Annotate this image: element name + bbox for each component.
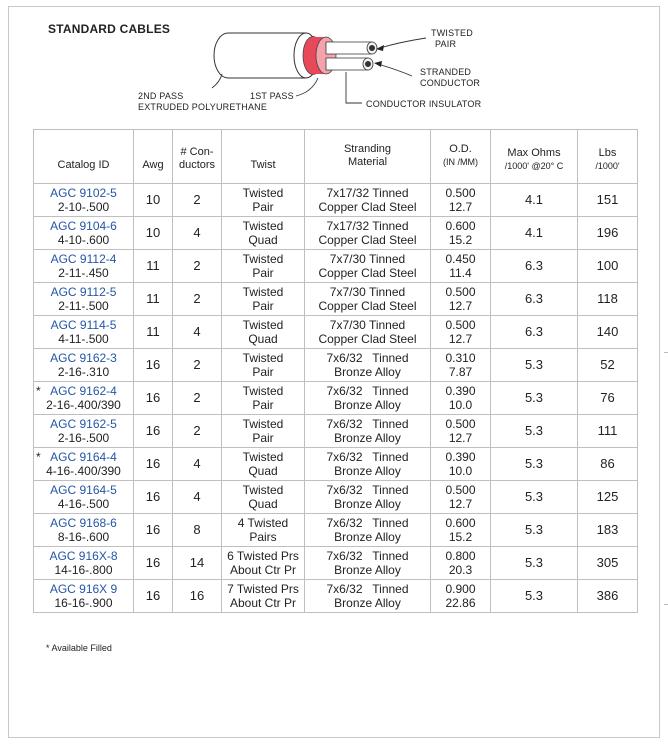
cell-catalog-id: [34, 580, 134, 613]
cell-awg: 10: [134, 184, 173, 217]
cell-od: 0.600 15.2: [431, 217, 491, 250]
cell-lbs: 100: [578, 250, 638, 283]
table-row: [34, 217, 638, 250]
label-extruded: EXTRUDED POLYURETHANE: [138, 102, 268, 112]
footnote: * Available Filled: [46, 643, 112, 653]
cell-stranding: 7x6/32 Tinned Bronze Alloy: [305, 481, 431, 514]
cell-od: 0.500 12.7: [431, 415, 491, 448]
cell-lbs: 52: [578, 349, 638, 382]
label-stranded-conductor: STRANDED CONDUCTOR: [420, 67, 481, 88]
catalog-id: AGC 9164-5: [50, 483, 117, 497]
table-row: [34, 250, 638, 283]
cell-catalog-id: [34, 382, 134, 415]
table-row: [34, 547, 638, 580]
cell-od: 0.390 10.0: [431, 448, 491, 481]
cables-table: [33, 129, 638, 613]
cell-od: 0.500 12.7: [431, 283, 491, 316]
cell-twist: Twisted Pair: [222, 283, 305, 316]
header-stranding: Stranding Material: [305, 130, 431, 184]
catalog-code: 4-10-.600: [57, 233, 110, 247]
label-second-pass: 2ND PASS: [138, 91, 184, 101]
cell-catalog-id: [34, 547, 134, 580]
cell-stranding: 7x6/32 Tinned Bronze Alloy: [305, 349, 431, 382]
conductor-insulator: [326, 42, 372, 54]
cable-diagram: [0, 0, 668, 125]
catalog-id: AGC 9162-4: [50, 384, 117, 398]
cell-lbs: 76: [578, 382, 638, 415]
leader-line: [346, 72, 362, 103]
cell-conductors: 4: [173, 448, 222, 481]
cell-lbs: 118: [578, 283, 638, 316]
cell-lbs: 111: [578, 415, 638, 448]
header-lbs: Lbs /1000': [578, 130, 638, 184]
cell-stranding: 7x6/32 Tinned Bronze Alloy: [305, 415, 431, 448]
cell-catalog-id: [34, 481, 134, 514]
cable-jacket: [214, 33, 306, 78]
cell-awg: 16: [134, 580, 173, 613]
cell-lbs: 196: [578, 217, 638, 250]
catalog-code: 2-16-.500: [57, 431, 110, 445]
catalog-id: AGC 916X-8: [49, 549, 118, 563]
cell-catalog-id: [34, 448, 134, 481]
cell-max-ohms: 6.3: [491, 250, 578, 283]
cell-catalog-id: [34, 514, 134, 547]
cell-awg: 11: [134, 283, 173, 316]
cell-max-ohms: 5.3: [491, 547, 578, 580]
cell-catalog-id: [34, 184, 134, 217]
cell-lbs: 386: [578, 580, 638, 613]
catalog-id: AGC 9162-3: [50, 351, 117, 365]
header-twist: Twist: [222, 130, 305, 184]
table-row: [34, 283, 638, 316]
cell-od: 0.500 12.7: [431, 184, 491, 217]
cell-stranding: 7x6/32 Tinned Bronze Alloy: [305, 382, 431, 415]
table-row: [34, 580, 638, 613]
cell-lbs: 151: [578, 184, 638, 217]
cell-stranding: 7x17/32 Tinned Copper Clad Steel: [305, 217, 431, 250]
cell-conductors: 16: [173, 580, 222, 613]
leader-line: [212, 74, 222, 88]
table-row: [34, 415, 638, 448]
cell-awg: 11: [134, 250, 173, 283]
cell-od: 0.310 7.87: [431, 349, 491, 382]
cell-lbs: 183: [578, 514, 638, 547]
cell-conductors: 2: [173, 382, 222, 415]
stranded-conductor: [369, 45, 375, 51]
cell-max-ohms: 5.3: [491, 349, 578, 382]
header-catalog-id: Catalog ID: [34, 130, 134, 184]
cell-conductors: 8: [173, 514, 222, 547]
arrow-icon: [374, 61, 382, 67]
section-title: STANDARD CABLES: [48, 22, 171, 36]
cell-awg: 16: [134, 349, 173, 382]
cell-awg: 16: [134, 382, 173, 415]
cell-awg: 10: [134, 217, 173, 250]
cell-max-ohms: 5.3: [491, 448, 578, 481]
cell-od: 0.900 22.86: [431, 580, 491, 613]
cell-stranding: 7x6/32 Tinned Bronze Alloy: [305, 580, 431, 613]
header-awg: Awg: [134, 130, 173, 184]
catalog-id: AGC 9112-5: [50, 285, 117, 299]
cell-lbs: 86: [578, 448, 638, 481]
cell-stranding: 7x6/32 Tinned Bronze Alloy: [305, 514, 431, 547]
label-twisted-pair: TWISTED PAIR: [431, 28, 473, 49]
cell-max-ohms: 4.1: [491, 184, 578, 217]
cell-conductors: 2: [173, 349, 222, 382]
cell-od: 0.500 12.7: [431, 481, 491, 514]
stranded-conductor: [365, 61, 371, 67]
catalog-id: AGC 9162-5: [50, 417, 117, 431]
catalog-code: 2-11-.500: [58, 299, 109, 313]
cell-twist: Twisted Pair: [222, 382, 305, 415]
cell-awg: 16: [134, 415, 173, 448]
cell-stranding: 7x6/32 Tinned Bronze Alloy: [305, 547, 431, 580]
cell-od: 0.390 10.0: [431, 382, 491, 415]
table-row: [34, 349, 638, 382]
label-first-pass: 1ST PASS: [250, 91, 294, 101]
cell-twist: Twisted Quad: [222, 448, 305, 481]
cell-twist: 7 Twisted Prs About Ctr Pr: [222, 580, 305, 613]
edge-mark: [664, 604, 668, 605]
catalog-id: AGC 9114-5: [50, 318, 117, 332]
cell-lbs: 125: [578, 481, 638, 514]
table-header-row: [34, 130, 638, 184]
cell-conductors: 2: [173, 415, 222, 448]
catalog-code: 2-16-.400/390: [46, 398, 121, 412]
cell-stranding: 7x6/32 Tinned Bronze Alloy: [305, 448, 431, 481]
header-od: O.D. (IN /MM): [431, 130, 491, 184]
cell-stranding: 7x7/30 Tinned Copper Clad Steel: [305, 250, 431, 283]
cell-catalog-id: [34, 250, 134, 283]
catalog-code: 16-16-.900: [54, 596, 113, 610]
catalog-id: AGC 916X 9: [49, 582, 118, 596]
cell-lbs: 140: [578, 316, 638, 349]
cell-twist: Twisted Pair: [222, 415, 305, 448]
cell-twist: Twisted Pair: [222, 349, 305, 382]
cell-max-ohms: 5.3: [491, 514, 578, 547]
cell-conductors: 2: [173, 283, 222, 316]
cell-awg: 16: [134, 481, 173, 514]
table-row: [34, 481, 638, 514]
catalog-code: 4-16-.400/390: [46, 464, 121, 478]
catalog-id: AGC 9104-6: [50, 219, 117, 233]
catalog-code: 2-10-.500: [57, 200, 110, 214]
cell-stranding: 7x17/32 Tinned Copper Clad Steel: [305, 184, 431, 217]
label-conductor-insulator: CONDUCTOR INSULATOR: [366, 99, 482, 109]
cell-catalog-id: [34, 349, 134, 382]
cell-od: 0.500 12.7: [431, 316, 491, 349]
cell-max-ohms: 5.3: [491, 415, 578, 448]
cell-max-ohms: 4.1: [491, 217, 578, 250]
cell-max-ohms: 5.3: [491, 481, 578, 514]
catalog-code: 8-16-.600: [57, 530, 110, 544]
cell-max-ohms: 5.3: [491, 382, 578, 415]
cell-catalog-id: [34, 415, 134, 448]
conductor-insulator: [326, 58, 368, 70]
catalog-id: AGC 9164-4: [50, 450, 117, 464]
available-filled-marker: *: [36, 450, 41, 464]
table-row: [34, 514, 638, 547]
available-filled-marker: *: [36, 384, 41, 398]
cell-conductors: 2: [173, 184, 222, 217]
cell-awg: 11: [134, 316, 173, 349]
cell-conductors: 4: [173, 217, 222, 250]
cell-awg: 16: [134, 514, 173, 547]
catalog-code: 2-11-.450: [58, 266, 109, 280]
leader-line: [380, 38, 426, 48]
cell-max-ohms: 6.3: [491, 283, 578, 316]
cell-twist: Twisted Pair: [222, 184, 305, 217]
cell-twist: Twisted Pair: [222, 250, 305, 283]
header-max-ohms: Max Ohms /1000' @20° C: [491, 130, 578, 184]
cell-catalog-id: [34, 283, 134, 316]
table-row: [34, 448, 638, 481]
cell-twist: 6 Twisted Prs About Ctr Pr: [222, 547, 305, 580]
cell-max-ohms: 5.3: [491, 580, 578, 613]
cell-awg: 16: [134, 547, 173, 580]
table-row: [34, 184, 638, 217]
cell-od: 0.450 11.4: [431, 250, 491, 283]
cell-twist: Twisted Quad: [222, 217, 305, 250]
catalog-code: 4-16-.500: [57, 497, 110, 511]
table-row: [34, 382, 638, 415]
edge-mark: [664, 352, 668, 353]
table-row: [34, 316, 638, 349]
cell-conductors: 2: [173, 250, 222, 283]
catalog-code: 14-16-.800: [54, 563, 113, 577]
cell-od: 0.600 15.2: [431, 514, 491, 547]
cell-awg: 16: [134, 448, 173, 481]
cell-twist: Twisted Quad: [222, 316, 305, 349]
leader-line: [378, 64, 412, 76]
cell-catalog-id: [34, 217, 134, 250]
catalog-code: 2-16-.310: [57, 365, 110, 379]
cell-stranding: 7x7/30 Tinned Copper Clad Steel: [305, 316, 431, 349]
catalog-id: AGC 9168-6: [50, 516, 117, 530]
cell-conductors: 4: [173, 481, 222, 514]
cell-catalog-id: [34, 316, 134, 349]
cell-stranding: 7x7/30 Tinned Copper Clad Steel: [305, 283, 431, 316]
cell-conductors: 14: [173, 547, 222, 580]
catalog-id: AGC 9112-4: [50, 252, 117, 266]
cell-max-ohms: 6.3: [491, 316, 578, 349]
header-conductors: # Con- ductors: [173, 130, 222, 184]
cell-twist: Twisted Quad: [222, 481, 305, 514]
leader-line: [296, 78, 318, 96]
cell-od: 0.800 20.3: [431, 547, 491, 580]
cell-lbs: 305: [578, 547, 638, 580]
cell-conductors: 4: [173, 316, 222, 349]
cell-twist: 4 Twisted Pairs: [222, 514, 305, 547]
catalog-code: 4-11-.500: [58, 332, 109, 346]
catalog-id: AGC 9102-5: [50, 186, 117, 200]
